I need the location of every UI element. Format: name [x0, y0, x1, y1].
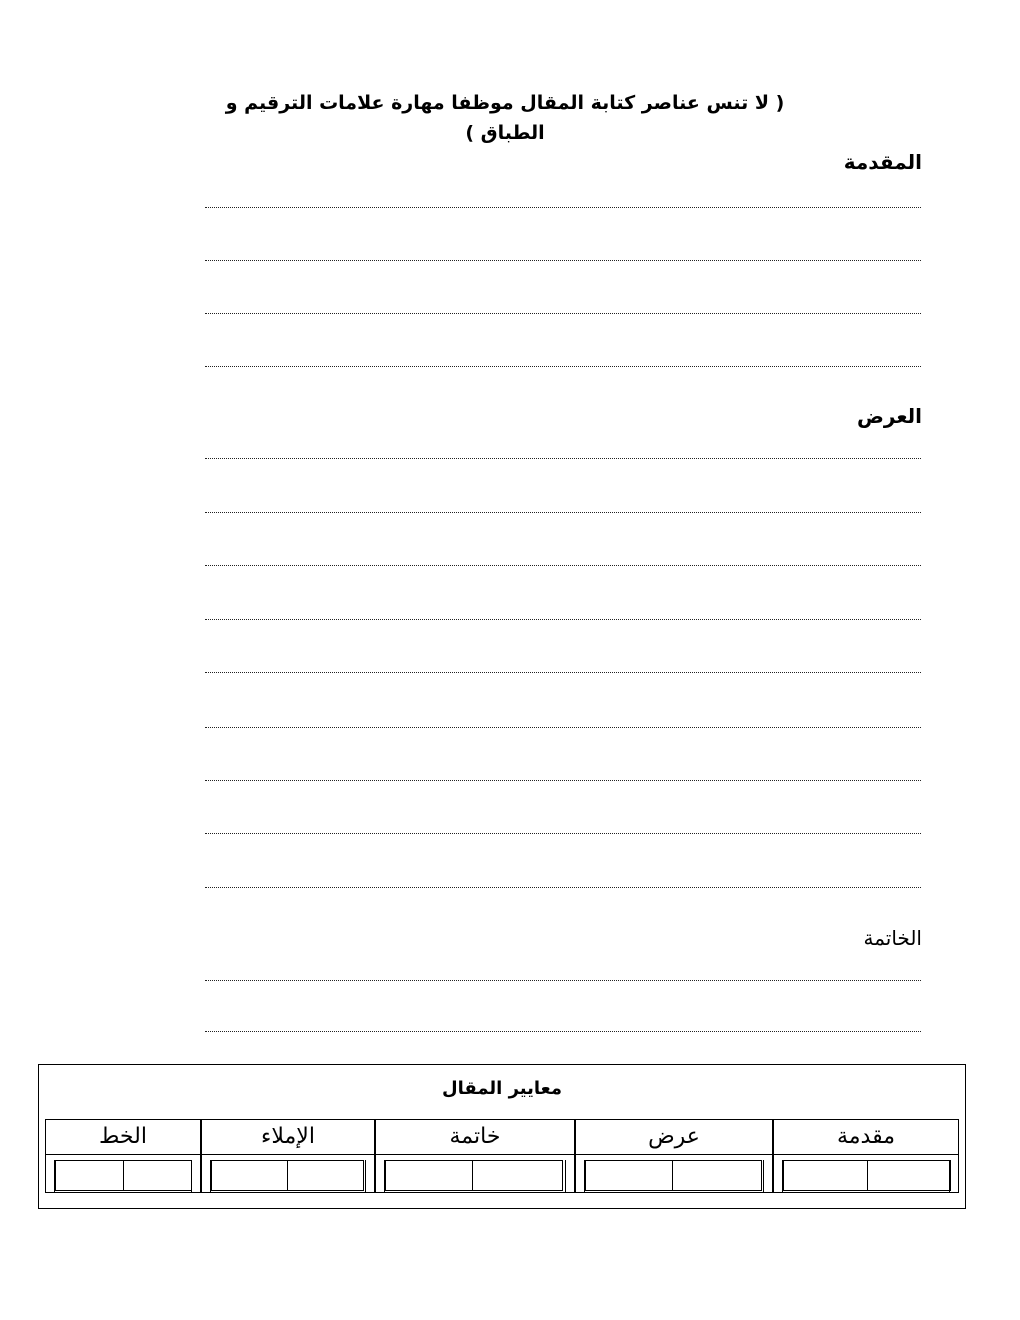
writing-line[interactable] [205, 512, 921, 513]
writing-line[interactable] [205, 313, 921, 314]
criteria-title: معايير المقال [442, 1078, 562, 1099]
writing-line[interactable] [205, 619, 921, 620]
instruction-title: ( لا تنس عناصر كتابة المقال موظفا مهارة علامات الترقيم و الطباق ) [225, 92, 785, 144]
criteria-column-intro [773, 1119, 959, 1193]
writing-line[interactable] [205, 565, 921, 566]
score-cell[interactable] [783, 1160, 868, 1191]
section-intro-title: المقدمة [843, 150, 922, 174]
criteria-header: الإملاء [202, 1120, 374, 1155]
score-cell[interactable] [385, 1160, 473, 1191]
criteria-column-body [575, 1119, 773, 1193]
criteria-column-spelling [201, 1119, 375, 1193]
writing-line[interactable] [205, 727, 921, 728]
writing-line[interactable] [205, 207, 921, 208]
score-area [782, 1160, 950, 1192]
writing-line[interactable] [205, 1031, 921, 1032]
score-cell[interactable] [472, 1160, 563, 1191]
criteria-column-handwriting [45, 1119, 201, 1193]
criteria-box [38, 1064, 966, 1209]
writing-line[interactable] [205, 833, 921, 834]
writing-line[interactable] [205, 458, 921, 459]
writing-line[interactable] [205, 672, 921, 673]
writing-line[interactable] [205, 980, 921, 981]
score-cell[interactable] [585, 1160, 673, 1191]
criteria-header: مقدمة [774, 1120, 958, 1155]
score-area [584, 1160, 764, 1192]
writing-line[interactable] [205, 887, 921, 888]
score-area [54, 1160, 192, 1192]
criteria-table [45, 1119, 959, 1193]
score-cell[interactable] [867, 1160, 951, 1191]
score-cell[interactable] [55, 1160, 124, 1191]
section-body-title: العرض [857, 404, 922, 428]
score-cell[interactable] [123, 1160, 192, 1191]
score-area [384, 1160, 566, 1192]
writing-line[interactable] [205, 260, 921, 261]
criteria-header: خاتمة [376, 1120, 574, 1155]
score-cell[interactable] [287, 1160, 364, 1191]
writing-line[interactable] [205, 780, 921, 781]
writing-line[interactable] [205, 366, 921, 367]
score-area [210, 1160, 366, 1192]
criteria-header: الخط [46, 1120, 200, 1155]
criteria-header: عرض [576, 1120, 772, 1155]
criteria-column-conclusion [375, 1119, 575, 1193]
score-cell[interactable] [211, 1160, 288, 1191]
section-conclusion-title: الخاتمة [863, 926, 922, 950]
score-cell[interactable] [672, 1160, 762, 1191]
